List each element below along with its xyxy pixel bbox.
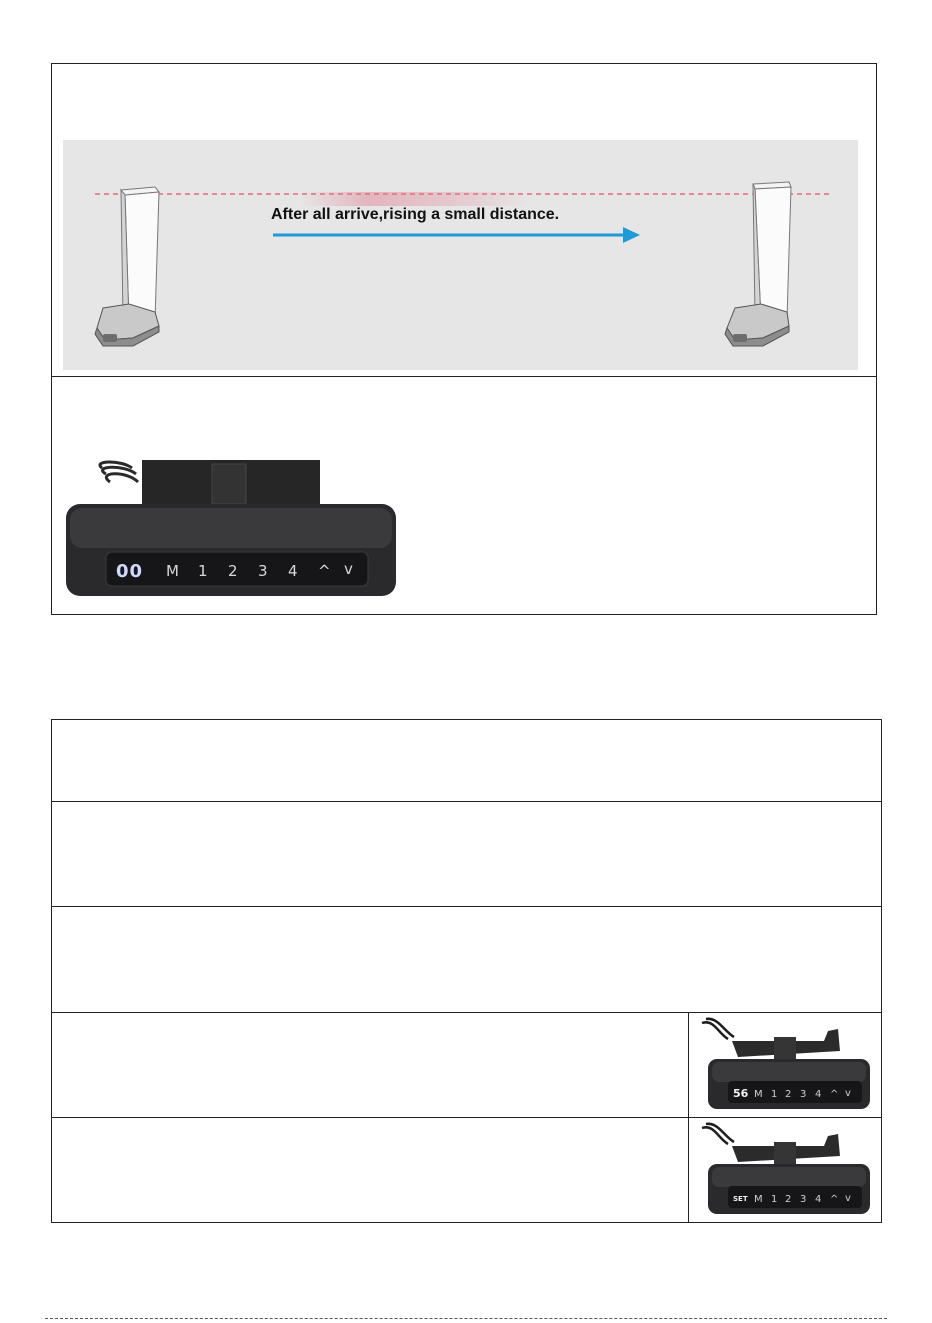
up-button-label: ^ [318,562,331,580]
top-box-divider [51,376,877,377]
faded-text-smudge [300,192,530,206]
right-desk-leg [725,182,791,346]
height-display: 56 [733,1087,749,1100]
desk-legs-diagram [63,140,858,370]
table-row-divider-1 [51,801,882,802]
progress-arrow-head [623,227,640,243]
preset-1-label: 1 [771,1089,778,1100]
preset-1-label: 1 [771,1194,778,1205]
table-row-divider-4 [51,1117,882,1118]
control-panel-photo-set [698,1122,874,1218]
memory-button-label: M [754,1194,763,1205]
memory-button-label: M [166,562,179,580]
illustration-caption: After all arrive,rising a small distance. [271,206,560,223]
left-desk-leg [95,187,159,346]
table-row-divider-2 [51,906,882,907]
table-row-divider-3 [51,1012,882,1013]
memory-button-label: M [754,1089,763,1100]
preset-1-label: 1 [198,562,208,580]
down-button-label: v [344,560,353,578]
down-button-label: v [845,1193,851,1204]
preset-4-label: 4 [815,1089,822,1100]
preset-2-label: 2 [785,1089,792,1100]
control-panel-photo-height [698,1017,874,1113]
preset-2-label: 2 [228,562,238,580]
table-column-divider [688,1012,689,1223]
preset-4-label: 4 [288,562,298,580]
up-button-label: ^ [830,1194,839,1205]
preset-3-label: 3 [258,562,268,580]
footer-dashed-rule [45,1318,887,1319]
up-button-label: ^ [830,1089,839,1100]
set-display: SET [733,1195,748,1203]
down-button-label: v [845,1088,851,1099]
preset-2-label: 2 [785,1194,792,1205]
control-panel-photo [62,460,402,600]
preset-4-label: 4 [815,1194,822,1205]
led-display: 00 [116,561,144,582]
preset-3-label: 3 [800,1089,807,1100]
preset-3-label: 3 [800,1194,807,1205]
desk-leg-illustration [63,140,858,370]
